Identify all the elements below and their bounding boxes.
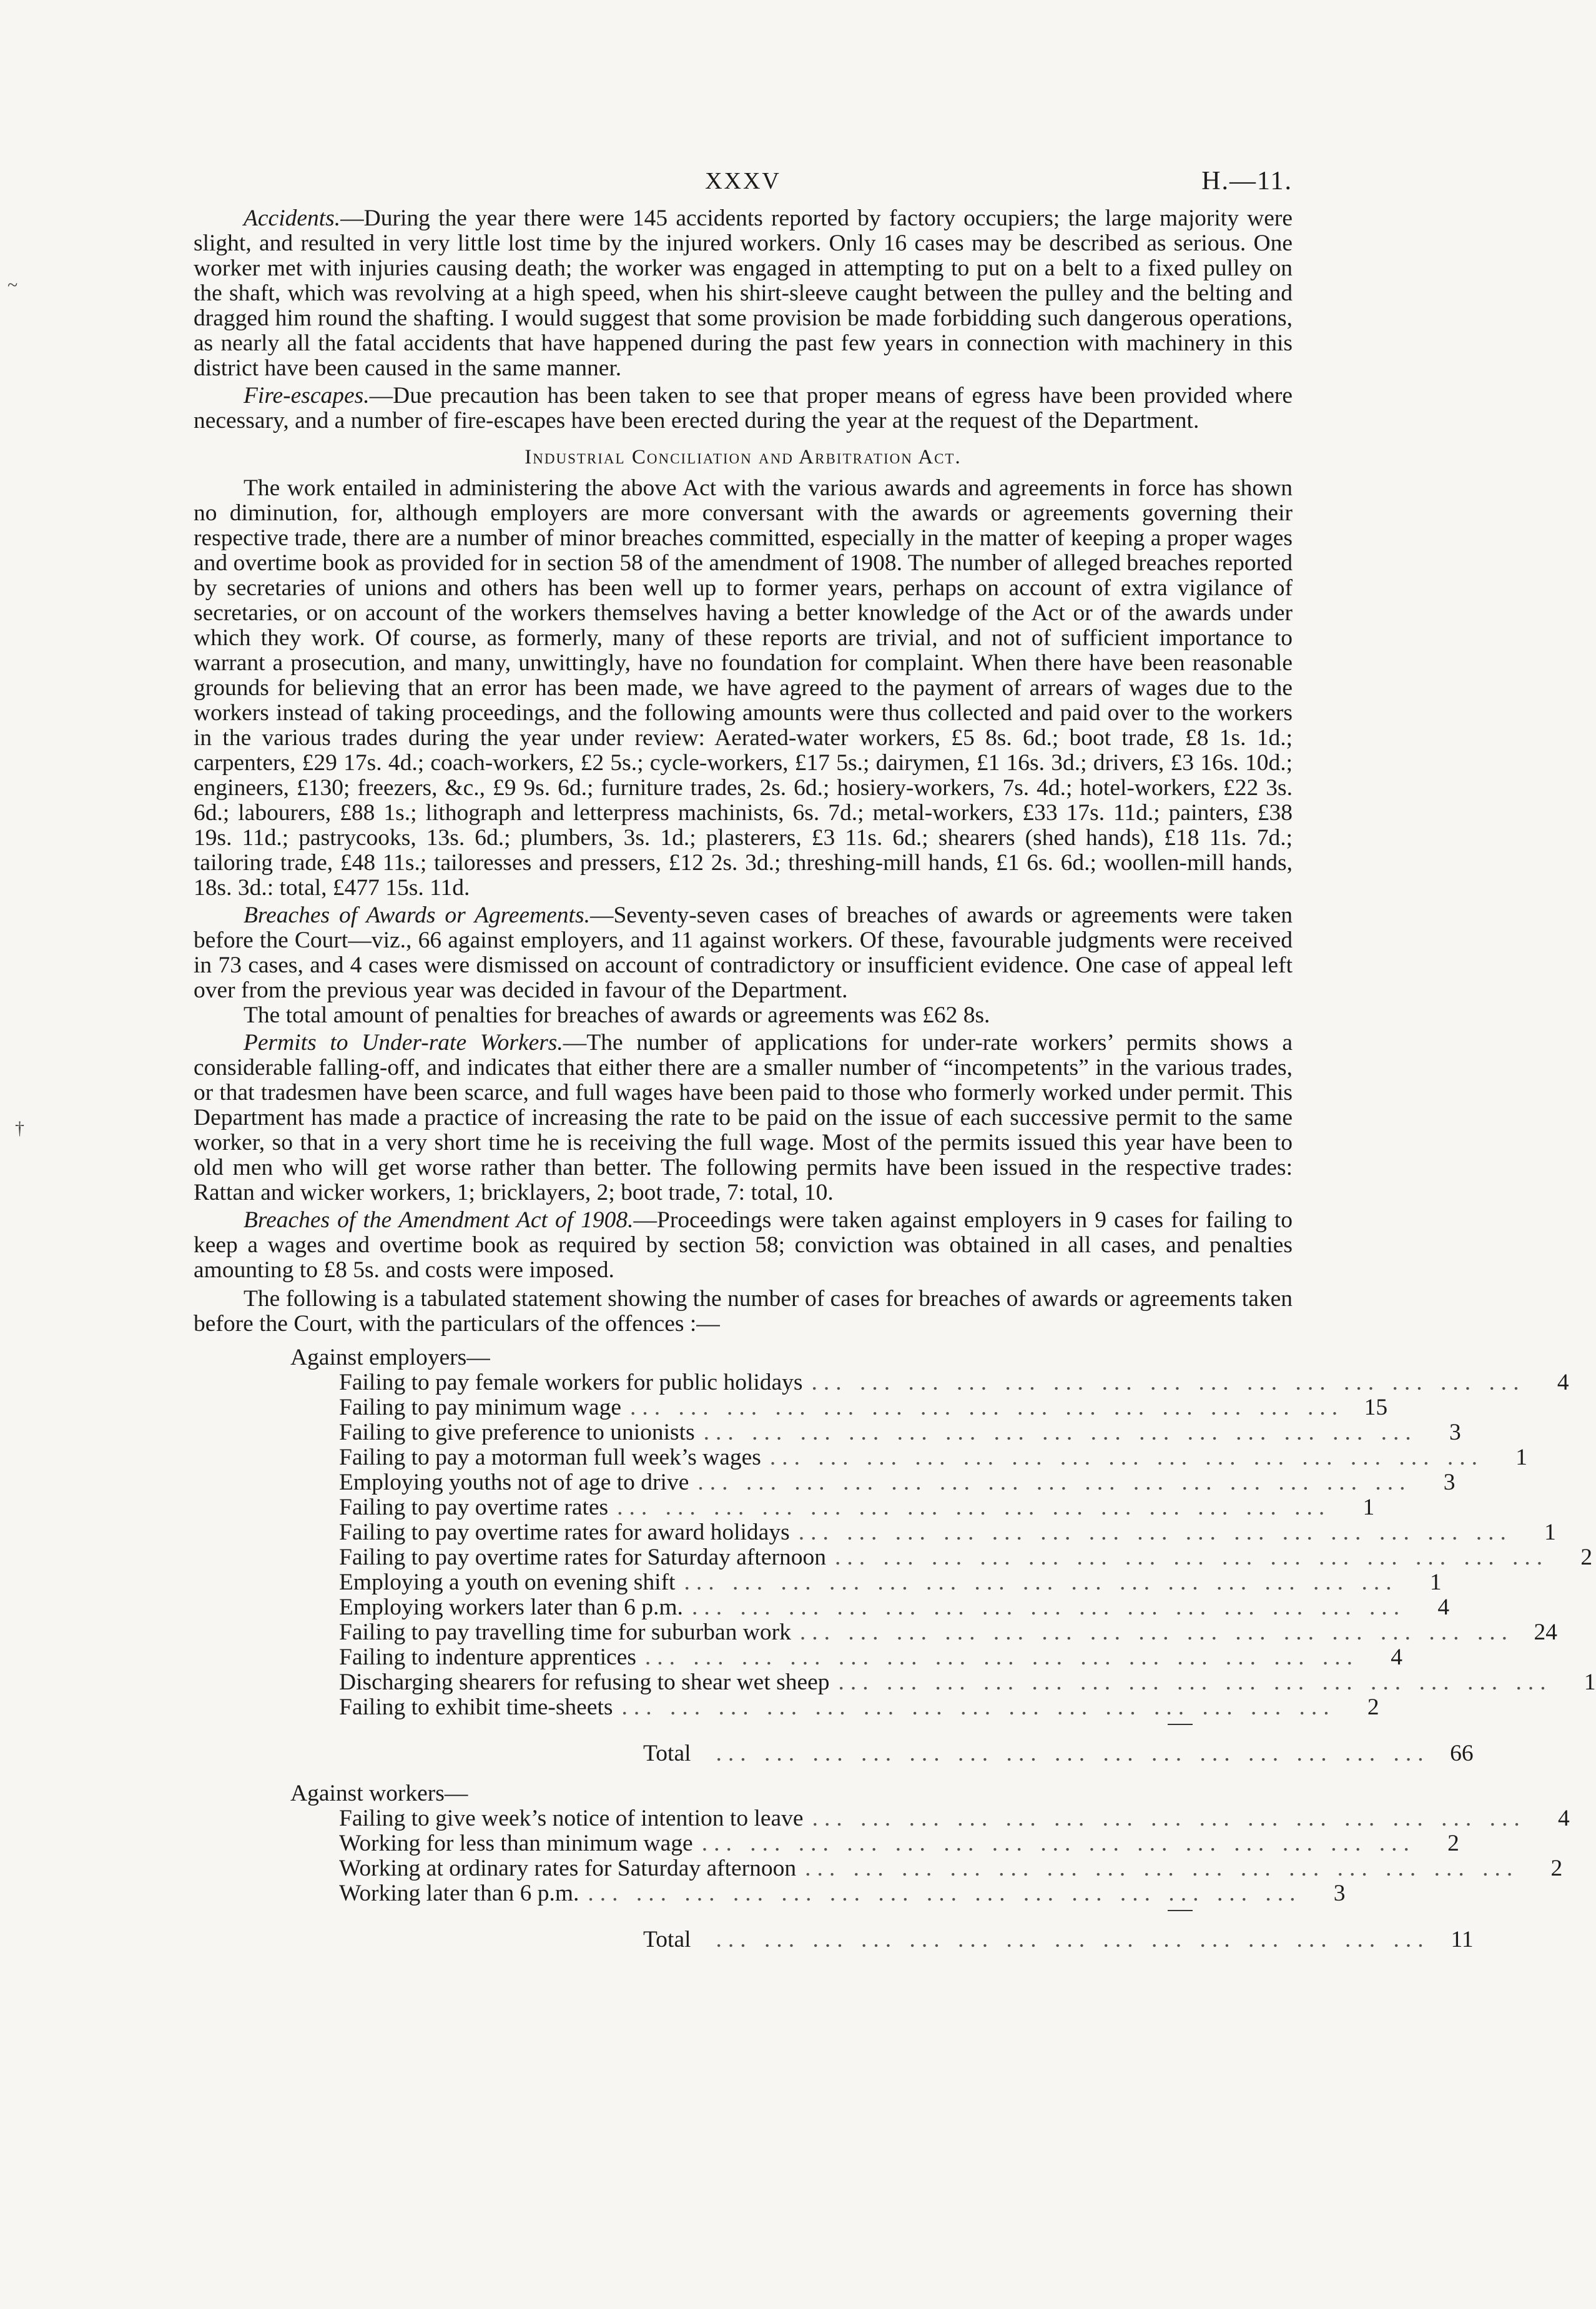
penalties-total-paragraph: The total amount of penalties for breaches of awards or agreements was £62 8s. [244,1002,990,1028]
table-row [290,1520,1556,1545]
fire-escapes-paragraph [194,383,1293,433]
offence-label: Failing to exhibit time-sheets [339,1694,613,1720]
table-row [290,1470,1456,1495]
table-row [290,1420,1461,1445]
offences-table [290,1345,1596,1956]
offence-label: Discharging shearers for refusing to shear wet sheep [339,1669,830,1695]
permits-text: —The number of applications for under-rate workers’ permits shows a considerable falling-off, and indicates that either there are a smaller number of “incompetents” in the various trades, or that tradesmen have been scarce, and full wages have been paid to those who formerly worked under permit. This Department has made a practice of increasing the rate to be paid on the issue of each successive permit to the same worker, so that in a very short time he is receiving the full wage. Most of the permits issued this year have been to old men who will get worse rather than better. The following permits have been issued in the respective trades: Rattan and wicker workers, 1; bricklayers, 2; boot trade, 7: total, 10. [194,1030,1293,1205]
employers-total-row [290,1741,1474,1770]
leader-dots: ... ... ... ... ... ... ... ... ... ... ... ... ... ... ... [838,1669,1552,1695]
table-row [290,1445,1528,1470]
offence-label: Failing to give week’s notice of intention to leave [339,1806,804,1831]
case-count: 1 [1429,1570,1442,1595]
permits-title: Permits to Under-rate Workers. [244,1030,563,1056]
offence-label: Failing to pay female workers for public holidays [339,1370,803,1395]
breaches-amendment-paragraph [194,1208,1293,1283]
total-label: Total [643,1741,691,1766]
leader-dots: ... ... ... ... ... ... ... ... ... ... ... ... ... ... ... [812,1806,1526,1831]
leader-dots: ... ... ... ... ... ... ... ... ... ... ... ... ... ... ... [644,1644,1359,1670]
leader-dots: ... ... ... ... ... ... ... ... ... ... ... ... ... ... ... [703,1420,1417,1445]
document-reference: H.—11. [1201,167,1293,195]
accidents-text: —During the year there were 145 accidents reported by factory occupiers; the large majority were slight, and resulted in very little lost time by the injured workers. Only 16 cases may be described as serious. One worker met with injuries causing death; the worker was engaged in attempting to put on a belt to a fixed pulley on the shaft, which was revolving at a high speed, when his shirt-sleeve caught between the pulley and the belting and dragged him round the shafting. I would suggest that some provision be made forbidding such dangerous operations, as nearly all the fatal accidents that have happened during the past few years in connection with machinery in this district have been caused in the same manner. [194,205,1293,381]
workers-group-label: Against workers— [290,1781,468,1806]
leader-dots: ... ... ... ... ... ... ... ... ... ... ... ... ... ... ... [701,1831,1416,1856]
case-count: 2 [1447,1831,1459,1856]
case-count: 3 [1443,1470,1456,1495]
case-count: 24 [1534,1619,1557,1645]
employers-rows [290,1370,1596,1720]
case-count: 1 [1584,1669,1596,1695]
offence-label: Failing to give preference to unionists [339,1420,695,1445]
breaches-amendment-title: Breaches of the Amendment Act of 1908. [244,1207,634,1233]
leader-dots: ... ... ... ... ... ... ... ... ... ... ... ... ... ... ... [799,1619,1514,1645]
total-rule [1168,1910,1193,1911]
offence-label: Working for less than minimum wage [339,1831,693,1856]
case-count: 1 [1362,1495,1375,1520]
case-count: 4 [1437,1595,1450,1620]
workers-rows [290,1806,1570,1906]
case-count: 3 [1449,1420,1461,1445]
table-row [290,1370,1569,1395]
breaches-awards-title: Breaches of Awards or Agreements. [244,902,590,928]
permits-paragraph [194,1031,1293,1205]
offence-label: Failing to pay minimum wage [339,1395,622,1420]
page-header [194,169,1293,206]
leader-dots: ... ... ... ... ... ... ... ... ... ... ... ... ... ... ... [684,1570,1398,1595]
case-count: 2 [1367,1694,1379,1720]
leader-dots: ... ... ... ... ... ... ... ... ... ... ... ... ... ... ... [805,1856,1519,1881]
case-count: 4 [1557,1370,1569,1395]
offence-label: Working at ordinary rates for Saturday afternoon [339,1856,797,1881]
leader-dots: ... ... ... ... ... ... ... ... ... ... ... ... ... ... ... [621,1694,1336,1720]
table-row [290,1644,1403,1670]
table-row [290,1570,1442,1595]
employers-group-label: Against employers— [290,1345,490,1370]
leader-dots: ... ... ... ... ... ... ... ... ... ... ... ... ... ... ... [697,1470,1412,1495]
leader-dots: ... ... ... ... ... ... ... ... ... ... ... ... ... ... ... [716,1741,1430,1766]
case-count: 4 [1391,1644,1403,1670]
case-count: 3 [1333,1881,1346,1906]
total-label: Total [643,1927,691,1952]
offence-label: Employing workers later than 6 p.m. [339,1595,683,1620]
table-intro-paragraph: The following is a tabulated statement showing the number of cases for breaches of awards or agreements taken before the Court, with the particulars of the offences :— [194,1286,1293,1337]
total-rule [1168,1724,1193,1725]
leader-dots: ... ... ... ... ... ... ... ... ... ... ... ... ... ... ... [769,1445,1484,1470]
case-count: 1 [1515,1445,1528,1470]
ica-paragraph: The work entailed in administering the above Act with the various awards and agreements in force has shown no diminution, for, although employers are more conversant with the awards or agreements governing their respective trade, there are a number of minor breaches committed, especially in the matter of keeping a proper wages and overtime book as provided for in section 58 of the amendment of 1908. The number of alleged breaches reported by secretaries of unions and others has been well up to former years, perhaps on account of extra vigilance of secretaries, or on account of the workers themselves having a better knowledge of the Act or of the awards under which they work. Of course, as formerly, many of these reports are trivial, and not of sufficient importance to warrant a prosecution, and many, unwittingly, have no foundation for complaint. When there have been reasonable grounds for believing that an error has been made, we have agreed to the payment of arrears of wages due to the workers instead of taking proceedings, and the following amounts were thus collected and paid over to the workers in the various trades during the year under review: Aerated-water workers, £5 8s. 6d.; boot trade, £8 1s. 1d.; carpenters, £29 17s. 4d.; coach-workers, £2 5s.; cycle-workers, £17 5s.; dairymen, £1 16s. 3d.; drivers, £3 16s. 10d.; engineers, £130; freezers, &c., £9 9s. 6d.; furniture trades, 2s. 6d.; hosiery-workers, 7s. 4d.; hotel-workers, £22 3s. 6d.; labourers, £88 1s.; lithograph and letterpress machinists, 6s. 7d.; metal-workers, £33 17s. 11d.; painters, £38 19s. 11d.; pastrycooks, 13s. 6d.; plumbers, 3s. 1d.; plasterers, £3 11s. 6d.; shearers (shed hands), £18 11s. 7d.; tailoring trade, £48 11s.; tailoresses and pressers, £12 2s. 3d.; threshing-mill hands, £1 6s. 6d.; woollen-mill hands, 18s. 3d.: total, £477 15s. 11d. [194,475,1293,901]
breaches-awards-text: —Seventy-seven cases of breaches of awards or agreements were taken before the Court—viz., 66 against employers, and 11 against workers. Of these, favourable judgments were received in 73 cases, and 4 cases were dismissed on account of contradictory or insufficient evidence. One case of appeal left over from the previous year was decided in favour of the Department. [194,902,1293,1003]
accidents-paragraph [194,206,1293,381]
offence-label: Failing to indenture apprentices [339,1644,636,1670]
table-row [290,1395,1388,1420]
leader-dots: ... ... ... ... ... ... ... ... ... ... ... ... ... ... ... [588,1881,1302,1906]
margin-mark: ~ [7,275,18,295]
offence-label: Failing to pay overtime rates [339,1495,609,1520]
offence-label: Failing to pay travelling time for suburban work [339,1619,791,1645]
breaches-amendment-text: —Proceedings were taken against employers in 9 cases for failing to keep a wages and overtime book as required by section 58; conviction was obtained in all cases, and penalties amounting to £8 5s. and costs were imposed. [194,1207,1293,1283]
offence-label: Failing to pay a motorman full week’s wages [339,1445,761,1470]
leader-dots: ... ... ... ... ... ... ... ... ... ... ... ... ... ... ... [691,1595,1406,1620]
table-row [290,1495,1375,1520]
case-count: 2 [1580,1545,1593,1570]
case-count: 15 [1364,1395,1388,1420]
case-count: 1 [1544,1520,1556,1545]
section-heading: Industrial Conciliation and Arbitration Act. [525,446,962,468]
workers-total-row [290,1927,1474,1956]
offence-label: Failing to pay overtime rates for award holidays [339,1520,790,1545]
fire-escapes-title: Fire-escapes. [244,383,370,408]
fire-escapes-text: —Due precaution has been taken to see that proper means of egress have been provided where necessary, and a number of fire-escapes have been erected during the year at the request of the Department. [194,383,1293,433]
page [194,167,1596,1956]
table-row [290,1669,1596,1695]
table-row [290,1856,1563,1881]
leader-dots: ... ... ... ... ... ... ... ... ... ... ... ... ... ... ... [834,1545,1549,1570]
margin-mark: † [15,1118,24,1139]
leader-dots: ... ... ... ... ... ... ... ... ... ... ... ... ... ... ... [811,1370,1525,1395]
table-row [290,1595,1450,1620]
table-row [290,1806,1570,1831]
leader-dots: ... ... ... ... ... ... ... ... ... ... ... ... ... ... ... [630,1395,1344,1420]
total-value: 66 [1450,1741,1474,1766]
table-row [290,1831,1459,1856]
breaches-awards-paragraph [194,903,1293,1003]
page-number: XXXV [705,168,781,194]
case-count: 2 [1550,1856,1563,1881]
table-row [290,1694,1379,1720]
accidents-title: Accidents. [244,205,341,231]
leader-dots: ... ... ... ... ... ... ... ... ... ... ... ... ... ... ... [798,1520,1512,1545]
leader-dots: ... ... ... ... ... ... ... ... ... ... ... ... ... ... ... [716,1927,1430,1952]
offence-label: Failing to pay overtime rates for Saturday afternoon [339,1545,826,1570]
offence-label: Working later than 6 p.m. [339,1881,579,1906]
total-value: 11 [1451,1927,1474,1952]
offence-label: Employing youths not of age to drive [339,1470,689,1495]
table-row [290,1619,1557,1645]
table-row [290,1881,1346,1906]
table-row [290,1545,1593,1570]
case-count: 4 [1557,1806,1570,1831]
offence-label: Employing a youth on evening shift [339,1570,676,1595]
leader-dots: ... ... ... ... ... ... ... ... ... ... ... ... ... ... ... [617,1495,1331,1520]
